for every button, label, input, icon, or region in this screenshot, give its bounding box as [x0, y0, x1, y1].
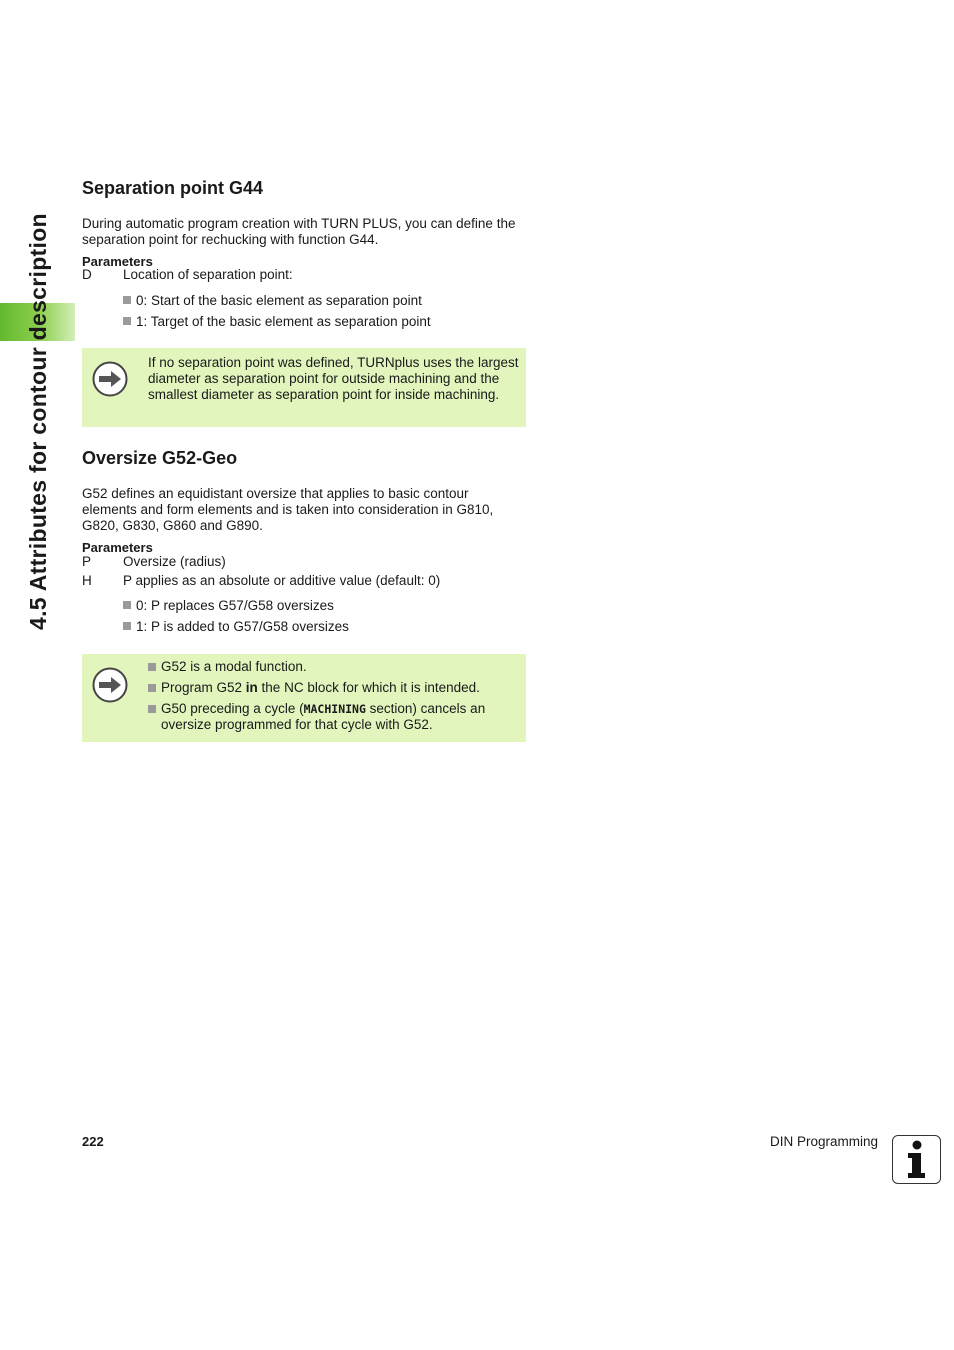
- arrow-right-icon: [92, 667, 128, 703]
- note-text: If no separation point was defined, TURNplus uses the largest diameter as separation point for outside machining and the smallest diameter as separation point for inside machining.: [148, 355, 519, 402]
- note-item-text: section) cancels an oversize programmed for that cycle with G52.: [161, 701, 486, 732]
- note-list-item: [148, 659, 520, 675]
- option-text: 0: P replaces G57/G58 oversizes: [136, 598, 334, 613]
- note-box: [82, 348, 526, 427]
- section-intro-separation-point: During automatic program creation with TURN PLUS, you can define the separation point for rechucking with function G44.: [82, 216, 516, 247]
- arrow-right-icon: [92, 361, 128, 397]
- option-item: [123, 293, 422, 309]
- note-list-item: [148, 680, 520, 696]
- option-text: 0: Start of the basic element as separation point: [136, 293, 422, 308]
- section-intro-oversize: G52 defines an equidistant oversize that applies to basic contour elements and form elements and is taken into consideration in G810, G820, G830, G860 and G890.: [82, 486, 494, 533]
- parameter-key: H: [82, 573, 92, 588]
- option-item: [123, 619, 349, 635]
- parameter-description: Oversize (radius): [123, 554, 226, 569]
- parameter-key: P: [82, 554, 92, 569]
- footer-chapter-label: DIN Programming: [770, 1134, 879, 1149]
- note-item-text: G52 is a modal function.: [161, 659, 307, 674]
- parameter-description: Location of separation point:: [123, 267, 293, 282]
- section-heading-oversize: Oversize G52-Geo: [82, 448, 238, 468]
- info-icon: [892, 1135, 941, 1184]
- parameters-label: Parameters: [82, 254, 153, 269]
- note-list: [148, 659, 520, 738]
- option-item: [123, 598, 334, 614]
- note-item-code: MACHINING: [303, 702, 366, 716]
- chapter-side-title: 4.5 Attributes for contour description: [25, 213, 51, 630]
- page-number: 222: [82, 1134, 104, 1149]
- option-text: 1: P is added to G57/G58 oversizes: [136, 619, 349, 634]
- parameters-label: Parameters: [82, 540, 153, 555]
- bullet-square-icon: [123, 622, 131, 630]
- bullet-square-icon: [123, 317, 131, 325]
- parameter-description: P applies as an absolute or additive value (default: 0): [123, 573, 441, 588]
- note-item-text: G50 preceding a cycle (: [161, 701, 304, 716]
- note-list-item: [148, 701, 520, 733]
- bullet-square-icon: [148, 663, 156, 671]
- section-heading-separation-point: Separation point G44: [82, 178, 264, 198]
- parameter-key: D: [82, 267, 92, 282]
- option-item: [123, 314, 431, 330]
- bullet-square-icon: [148, 684, 156, 692]
- note-box: [82, 654, 526, 742]
- bullet-square-icon: [123, 601, 131, 609]
- bullet-square-icon: [148, 705, 156, 713]
- note-item-text: the NC block for which it is intended.: [257, 680, 480, 695]
- note-item-text: Program G52: [161, 680, 246, 695]
- option-text: 1: Target of the basic element as separation point: [136, 314, 431, 329]
- bullet-square-icon: [123, 296, 131, 304]
- note-item-emphasis: in: [245, 680, 258, 695]
